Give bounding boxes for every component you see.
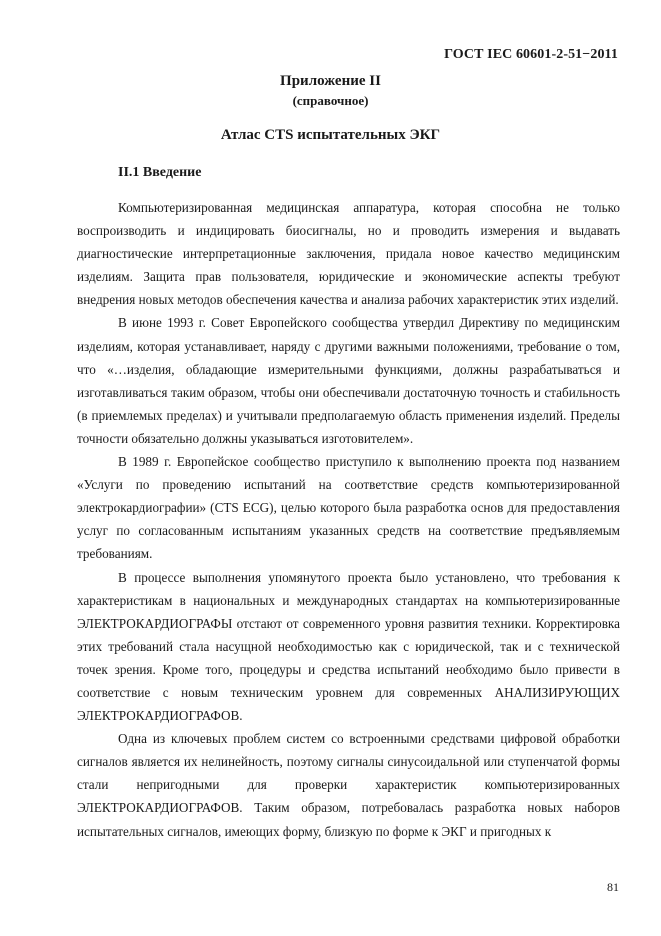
- paragraph-2: В июне 1993 г. Совет Европейского сообщества утвердил Директиву по медицинским изделиям, которая устанавливает, наряду с другими важными положениями, требование о том, что «…изделия, обладающие измерительными функциями, должны разрабатываться и изготавливаться таким образом, чтобы они обеспечивали достаточную точность и стабильность (в приемлемых пределах) и учитывали предполагаемую область применения изделий. Пределы точности обязательно должны указываться изготовителем».: [77, 315, 620, 446]
- paragraph-5: Одна из ключевых проблем систем со встроенными средствами цифровой обработки сигналов является их нелинейность, поэтому сигналы синусоидальной или ступенчатой формы стали непригодными для проверки характеристик компьютеризированных ЭЛЕКТРОКАРДИОГРАФОВ. Таким образом, потребовалась разработка новых наборов испытательных сигналов, имеющих форму, близкую по форме к ЭКГ и пригодных к: [77, 731, 620, 839]
- annex-title: Приложение II: [280, 73, 381, 89]
- paragraph-3: В 1989 г. Европейское сообщество приступило к выполнению проекта под названием «Услуги по проведению испытаний на соответствие средств компьютеризированной электрокардиографии» (CTS ECG), целью которого была разработка основ для предоставления услуг по согласованным испытаниям указанных средств на соответствие предъявляемым требованиям.: [77, 454, 620, 562]
- body-text: [77, 196, 620, 843]
- paragraph-4: В процессе выполнения упомянутого проекта было установлено, что требования к характеристикам в национальных и международных стандартах на компьютеризированные ЭЛЕКТРОКАРДИОГРАФЫ отстают от современного уровня развития техники. Корректировка этих требований стала насущной необходимостью как с юридической, так и с технической точек зрения. Кроме того, процедуры и средства испытаний необходимо было привести в соответствие с новым техническим уровнем для современных АНАЛИЗИРУЮЩИХ ЭЛЕКТРОКАРДИОГРАФОВ.: [77, 569, 620, 724]
- paragraph-1: Компьютеризированная медицинская аппаратура, которая способна не только воспроизводить и индицировать биосигналы, но и проводить измерения и выдавать диагностические интерпретационные заключения, придала новое качество медицинским изделиям. Защита прав пользователя, юридические и экономические аспекты требуют внедрения новых методов обеспечения качества и анализа рабочих характеристик этих изделий.: [77, 200, 620, 308]
- atlas-title: Атлас CTS испытательных ЭКГ: [220, 127, 441, 143]
- section-heading: II.1 Введение: [118, 165, 202, 180]
- document-code: ГОСТ IEC 60601-2-51−2011: [444, 47, 618, 62]
- annex-status: (справочное): [292, 93, 369, 108]
- page-number: 81: [607, 880, 619, 894]
